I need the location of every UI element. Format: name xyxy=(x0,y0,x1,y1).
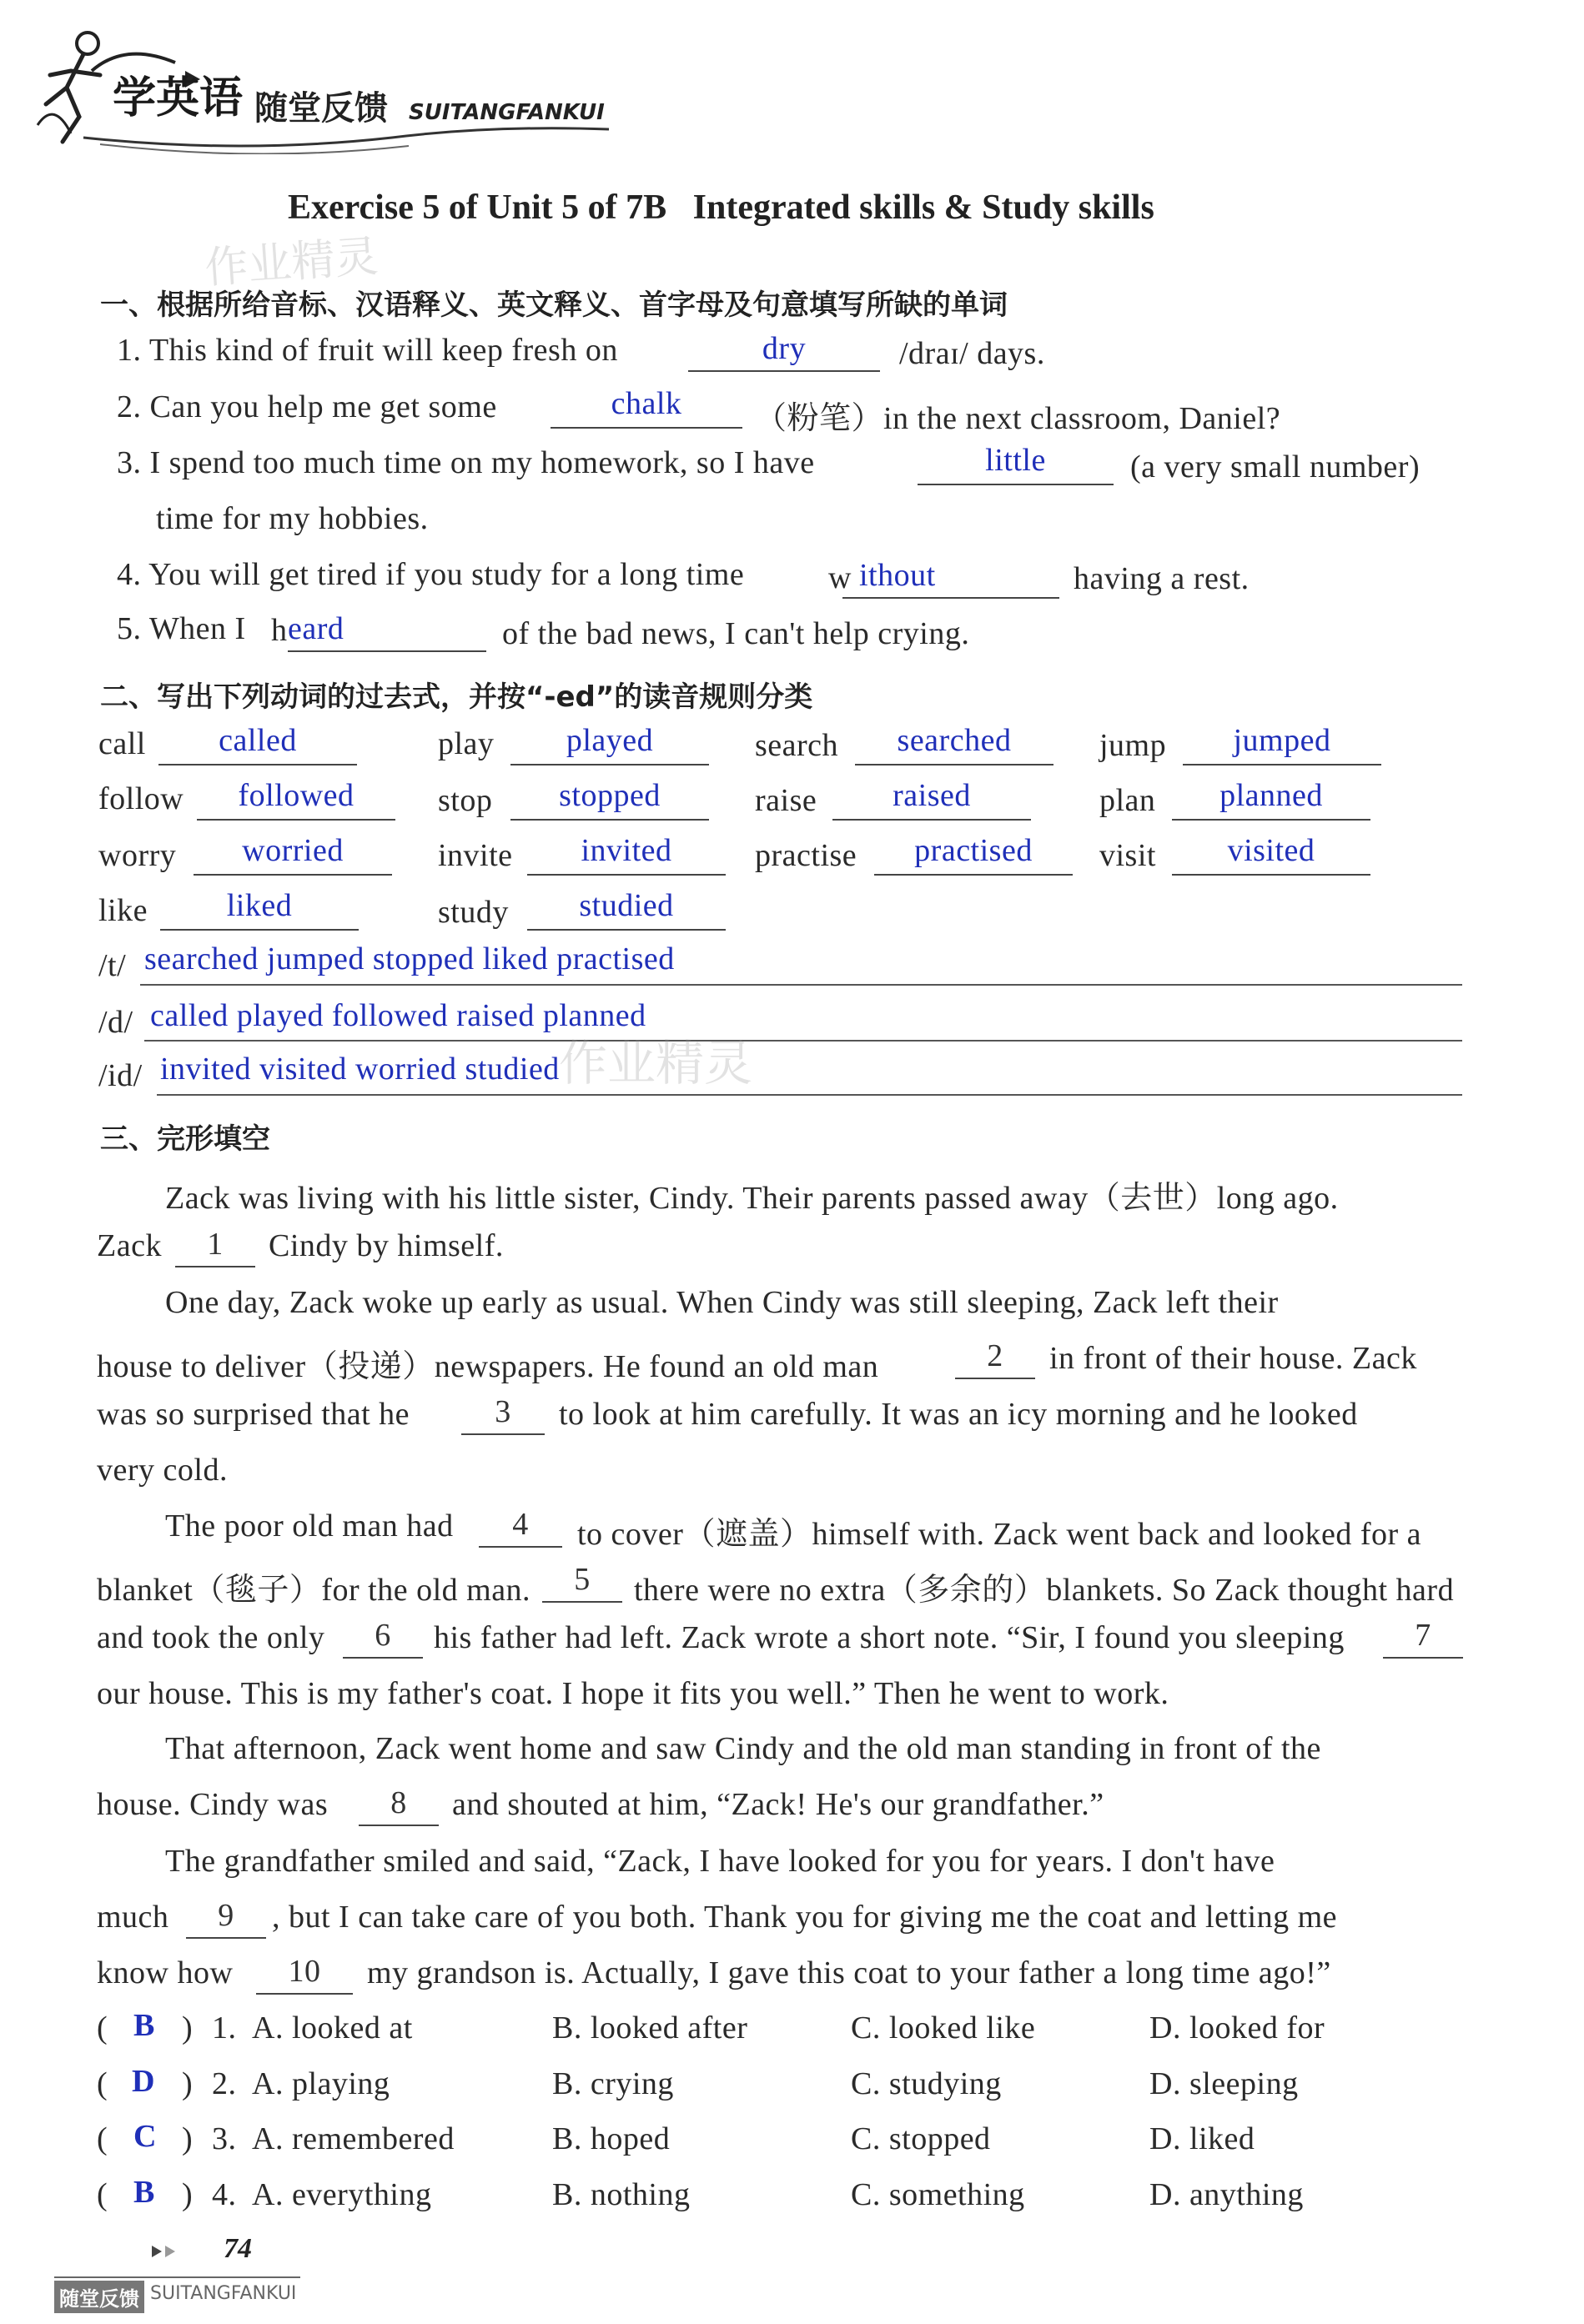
verb-past: searched xyxy=(897,723,1012,758)
verb-past: followed xyxy=(238,778,355,813)
passage-line: know how xyxy=(97,1955,234,1990)
verb-past-field[interactable] xyxy=(855,722,1053,765)
q5-post: of the bad news, I can't help crying. xyxy=(502,616,970,651)
paren-close: ) xyxy=(182,2121,194,2156)
q3-text: 3. I spend too much time on my homework, so I have xyxy=(117,445,815,480)
q5-initial: h xyxy=(271,613,288,648)
sound-words-d[interactable]: called played followed raised planned xyxy=(150,998,646,1033)
q3-answer: little xyxy=(985,443,1046,478)
section3-heading: 三、完形填空 xyxy=(100,1122,270,1156)
choice-answer[interactable]: C xyxy=(133,2119,157,2154)
option-b[interactable]: B. looked after xyxy=(552,2010,748,2045)
q3-cont: time for my hobbies. xyxy=(156,501,429,536)
option-c[interactable]: C. looked like xyxy=(851,2010,1036,2045)
page-title: Exercise 5 of Unit 5 of 7B Integrated skills & Study skills xyxy=(288,188,1154,227)
sound-line-t xyxy=(140,984,1462,986)
q1-text: 1. This kind of fruit will keep fresh on xyxy=(117,333,618,368)
passage-line: and shouted at him, “Zack! He's our grandfather.” xyxy=(452,1787,1104,1822)
paren-open: ( xyxy=(97,2010,108,2045)
cloze-blank-2[interactable] xyxy=(955,1338,1035,1379)
passage-line: The grandfather smiled and said, “Zack, I have looked for you for years. I don't have xyxy=(165,1844,1275,1879)
blank-number: 10 xyxy=(288,1954,321,1989)
sound-label-d: /d/ xyxy=(98,1005,133,1040)
verb-past: invited xyxy=(581,833,672,868)
option-d[interactable]: D. liked xyxy=(1149,2121,1255,2156)
verb-base: like xyxy=(98,893,148,928)
verb-past: called xyxy=(219,723,297,758)
option-b[interactable]: B. hoped xyxy=(552,2121,671,2156)
passage-line: One day, Zack woke up early as usual. When Cindy was still sleeping, Zack left their xyxy=(165,1285,1279,1320)
passage-line: there were no extra（多余的）blankets. So Zack thought hard xyxy=(634,1573,1455,1608)
verb-base: search xyxy=(755,728,839,763)
verb-past-field[interactable] xyxy=(874,832,1073,876)
verb-base: raise xyxy=(755,783,817,818)
choice-answer[interactable]: B xyxy=(133,2008,155,2043)
verb-base: worry xyxy=(98,838,177,873)
paren-open: ( xyxy=(97,2066,108,2101)
page-number: 74 xyxy=(224,2233,252,2264)
verb-past-field[interactable] xyxy=(527,887,726,931)
cloze-blank-10[interactable] xyxy=(256,1953,353,1995)
verb-base: plan xyxy=(1099,783,1156,818)
passage-line: , but I can take care of you both. Thank you for giving me the coat and letting me xyxy=(272,1900,1338,1935)
verb-base: jump xyxy=(1099,728,1167,763)
verb-past-field[interactable] xyxy=(160,887,359,931)
q4-text: 4. You will get tired if you study for a long time xyxy=(117,557,745,592)
passage-line: his father had left. Zack wrote a short note. “Sir, I found you sleeping xyxy=(434,1620,1345,1655)
verb-past: played xyxy=(566,723,654,758)
q3-post: (a very small number) xyxy=(1130,449,1421,484)
sound-line-d xyxy=(144,1040,1462,1042)
q1-answer: dry xyxy=(762,331,807,366)
q5-answer-field[interactable] xyxy=(288,610,486,652)
verb-past-field[interactable] xyxy=(197,777,395,821)
option-a[interactable]: A. looked at xyxy=(252,2010,413,2045)
verb-base: stop xyxy=(438,783,493,818)
q2-answer: chalk xyxy=(611,386,682,421)
choice-answer[interactable]: B xyxy=(133,2175,155,2210)
passage-line: much xyxy=(97,1900,169,1935)
verb-past: visited xyxy=(1227,833,1315,868)
section1-heading: 一、根据所给音标、汉语释义、英文释义、首字母及句意填写所缺的单词 xyxy=(100,289,1008,322)
blank-number: 5 xyxy=(574,1562,591,1597)
q5-answer: eard xyxy=(288,611,344,646)
q2-post: （粉笔）in the next classroom, Daniel? xyxy=(755,401,1281,436)
cloze-blank-9[interactable] xyxy=(186,1897,266,1939)
option-d[interactable]: D. anything xyxy=(1149,2177,1304,2212)
q3-answer-field[interactable] xyxy=(918,442,1114,485)
verb-past: studied xyxy=(579,888,674,923)
verb-past: liked xyxy=(226,888,293,923)
sound-line-id xyxy=(157,1094,1462,1096)
q4-initial: w xyxy=(828,560,852,595)
sound-label-t: /t/ xyxy=(98,948,127,983)
passage-line: to look at him carefully. It was an icy morning and he looked xyxy=(559,1397,1358,1432)
choice-answer[interactable]: D xyxy=(132,2064,155,2099)
passage-line: house to deliver（投递）newspapers. He found an old man xyxy=(97,1349,879,1384)
verb-past-field[interactable] xyxy=(510,777,709,821)
verb-past-field[interactable] xyxy=(158,722,357,765)
passage-line: The poor old man had xyxy=(165,1508,454,1543)
choice-num: 4. xyxy=(212,2177,237,2212)
option-c[interactable]: C. studying xyxy=(851,2066,1002,2101)
option-a[interactable]: A. playing xyxy=(252,2066,390,2101)
verb-past-field[interactable] xyxy=(1172,832,1370,876)
q1-post: /draɪ/ days. xyxy=(899,336,1045,371)
option-d[interactable]: D. sleeping xyxy=(1149,2066,1299,2101)
option-b[interactable]: B. nothing xyxy=(552,2177,691,2212)
passage-line: blanket（毯子）for the old man. xyxy=(97,1573,531,1608)
option-d[interactable]: D. looked for xyxy=(1149,2010,1325,2045)
passage-line: house. Cindy was xyxy=(97,1787,329,1822)
q4-post: having a rest. xyxy=(1074,561,1250,596)
verb-base: invite xyxy=(438,838,513,873)
sound-words-id[interactable]: invited visited worried studied xyxy=(160,1052,560,1087)
choice-num: 3. xyxy=(212,2121,237,2156)
verb-past: jumped xyxy=(1233,723,1331,758)
passage-line: and took the only xyxy=(97,1620,325,1655)
watermark-mid: 作业精灵 xyxy=(559,1035,753,1092)
cloze-blank-7[interactable] xyxy=(1383,1617,1463,1659)
cloze-blank-8[interactable] xyxy=(359,1784,439,1826)
cloze-blank-1[interactable] xyxy=(175,1226,255,1267)
verb-base: call xyxy=(98,726,146,761)
double-arrow-icon xyxy=(150,2243,184,2260)
footer-brand: SUITANGFANKUI xyxy=(150,2283,297,2304)
verb-past-field[interactable] xyxy=(194,832,392,876)
cloze-blank-5[interactable] xyxy=(542,1561,622,1603)
blank-number: 6 xyxy=(375,1618,391,1653)
verb-past-field[interactable] xyxy=(1172,777,1370,821)
passage-line: That afternoon, Zack went home and saw Cindy and the old man standing in front of the xyxy=(165,1731,1321,1766)
verb-base: practise xyxy=(755,838,857,873)
q4-answer-field[interactable] xyxy=(842,557,1059,599)
passage-line: our house. This is my father's coat. I hope it fits you well.” Then he went to work. xyxy=(97,1676,1169,1711)
blank-number: 1 xyxy=(207,1227,224,1262)
q1-answer-field[interactable] xyxy=(688,330,880,372)
choice-num: 1. xyxy=(212,2010,237,2045)
verb-past: raised xyxy=(893,778,971,813)
footer-label: 随堂反馈 xyxy=(54,2281,144,2313)
header-sub-text: 随堂反馈 xyxy=(254,89,388,128)
passage-line: very cold. xyxy=(97,1453,228,1488)
verb-past: practised xyxy=(914,833,1033,868)
option-c[interactable]: C. something xyxy=(851,2177,1025,2212)
passage-line: my grandson is. Actually, I gave this coat to your father a long time ago!” xyxy=(367,1955,1331,1990)
q5-text: 5. When I xyxy=(117,611,246,646)
option-c[interactable]: C. stopped xyxy=(851,2121,991,2156)
q4-answer: ithout xyxy=(859,558,936,593)
cloze-blank-4[interactable] xyxy=(479,1506,562,1548)
passage-line: Zack xyxy=(97,1228,162,1263)
verb-past-field[interactable] xyxy=(832,777,1031,821)
verb-past: worried xyxy=(242,833,344,868)
blank-number: 2 xyxy=(987,1338,1003,1373)
q2-answer-field[interactable] xyxy=(551,385,742,429)
option-b[interactable]: B. crying xyxy=(552,2066,674,2101)
paren-close: ) xyxy=(182,2010,194,2045)
blank-number: 4 xyxy=(512,1507,529,1542)
section2-heading: 二、写出下列动词的过去式，并按“-ed”的读音规则分类 xyxy=(100,680,813,714)
verb-past: stopped xyxy=(559,778,661,813)
passage-line: to cover（遮盖）himself with. Zack went back and looked for a xyxy=(577,1517,1421,1552)
passage-line: in front of their house. Zack xyxy=(1049,1341,1417,1376)
paren-open: ( xyxy=(97,2121,108,2156)
verb-past-field[interactable] xyxy=(527,832,726,876)
blank-number: 8 xyxy=(390,1785,407,1820)
verb-past: planned xyxy=(1219,778,1323,813)
choice-num: 2. xyxy=(212,2066,237,2101)
passage-line: Zack was living with his little sister, Cindy. Their parents passed away（去世）long ago. xyxy=(165,1181,1339,1216)
passage-line: Cindy by himself. xyxy=(269,1228,504,1263)
passage-line: was so surprised that he xyxy=(97,1397,410,1432)
paren-open: ( xyxy=(97,2177,108,2212)
blank-number: 3 xyxy=(495,1394,511,1429)
verb-past-field[interactable] xyxy=(1183,722,1381,765)
watermark-top: 作业精灵 xyxy=(203,231,380,294)
footer-line xyxy=(54,2276,300,2278)
q2-text: 2. Can you help me get some xyxy=(117,389,497,424)
verb-base: follow xyxy=(98,781,184,816)
paren-close: ) xyxy=(182,2066,194,2101)
verb-base: study xyxy=(438,895,509,930)
blank-number: 7 xyxy=(1415,1618,1431,1653)
verb-past-field[interactable] xyxy=(510,722,709,765)
paren-close: ) xyxy=(182,2177,194,2212)
sound-words-t[interactable]: searched jumped stopped liked practised xyxy=(144,941,675,976)
header-logo-text: 学英语 xyxy=(113,73,244,123)
cloze-blank-6[interactable] xyxy=(343,1617,423,1659)
header-brand: SUITANGFANKUI xyxy=(409,100,605,125)
blank-number: 9 xyxy=(218,1898,234,1933)
verb-base: visit xyxy=(1099,838,1156,873)
sound-label-id: /id/ xyxy=(98,1058,143,1093)
option-a[interactable]: A. remembered xyxy=(252,2121,455,2156)
verb-base: play xyxy=(438,726,495,761)
option-a[interactable]: A. everything xyxy=(252,2177,432,2212)
cloze-blank-3[interactable] xyxy=(461,1393,545,1435)
